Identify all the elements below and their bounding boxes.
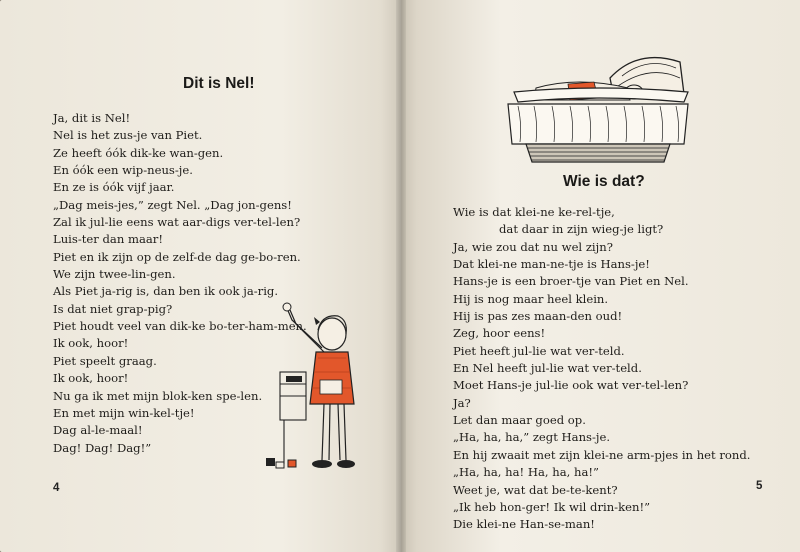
text-line: dat daar in zijn wieg-je ligt?	[499, 222, 664, 237]
text-line: „Dag meis-jes,” zegt Nel. „Dag jon-gens!	[53, 197, 292, 212]
left-page-title: Dit is Nel!	[183, 75, 255, 92]
text-line: Ik ook, hoor!	[53, 336, 129, 351]
text-line: Dag! Dag! Dag!”	[53, 440, 152, 455]
text-line: Die klei-ne Han-se-man!	[453, 517, 595, 532]
text-line: Ja, wie zou dat nu wel zijn?	[453, 239, 613, 254]
text-line: Let dan maar goed op.	[453, 413, 586, 428]
text-line: Zeg, hoor eens!	[453, 326, 546, 341]
text-line: Nu ga ik met mijn blok-ken spe-len.	[53, 388, 263, 403]
text-line: We zijn twee-lin-gen.	[53, 267, 176, 282]
book-spine	[396, 0, 406, 552]
text-line: Ja, dit is Nel!	[53, 111, 131, 125]
text-line: Hij is pas zes maan-den oud!	[453, 309, 623, 324]
right-page-number: 5	[756, 480, 763, 492]
text-line: Wie is dat klei-ne ke-rel-tje,	[453, 205, 615, 219]
text-line: Luis-ter dan maar!	[53, 232, 163, 247]
text-line: Piet houdt veel van dik-ke bo-ter-ham-men.	[53, 319, 307, 334]
text-line: Weet je, wat dat be-te-kent?	[453, 482, 618, 497]
text-line: Nel is het zus-je van Piet.	[53, 128, 203, 143]
text-line: Ja?	[453, 395, 471, 410]
text-line: En met mijn win-kel-tje!	[53, 405, 195, 420]
text-line: Ik ook, hoor!	[53, 371, 129, 386]
right-page-title: Wie is dat?	[563, 173, 645, 190]
text-line: „Ha, ha, ha! Ha, ha, ha!”	[453, 465, 599, 480]
text-line: En hij zwaait met zijn klei-ne arm-pjes in het rond.	[453, 447, 751, 462]
text-line: Ze heeft óók dik-ke wan-gen.	[53, 145, 224, 160]
text-line: „Ik heb hon-ger! Ik wil drin-ken!”	[453, 499, 651, 514]
text-line: Is dat niet grap-pig?	[53, 301, 173, 316]
text-line: En ze is óók vijf jaar.	[53, 180, 175, 195]
text-line: Piet en ik zijn op de zelf-de dag ge-bo-ren.	[53, 249, 301, 264]
text-line: Dag al-le-maal!	[53, 423, 143, 438]
text-line: En Nel heeft jul-lie wat ver-teld.	[453, 361, 642, 376]
crib-illustration	[498, 48, 692, 166]
text-line: „Ha, ha, ha,” zegt Hans-je.	[453, 430, 611, 445]
text-line: Dat klei-ne man-ne-tje is Hans-je!	[453, 257, 650, 272]
text-line: Hij is nog maar heel klein.	[453, 291, 609, 306]
text-line: En óók een wip-neus-je.	[53, 163, 193, 178]
text-line: Als Piet ja-rig is, dan ben ik ook ja-rig.	[53, 284, 279, 299]
left-page-number: 4	[53, 482, 60, 494]
text-line: Piet speelt graag.	[53, 353, 157, 368]
right-page	[401, 0, 800, 552]
right-page-text	[453, 204, 750, 534]
text-line: Piet heeft jul-lie wat ver-teld.	[453, 343, 625, 358]
text-line: Moet Hans-je jul-lie ook wat ver-tel-len?	[453, 378, 689, 393]
girl-illustration	[262, 300, 357, 478]
text-line: Hans-je is een broer-tje van Piet en Nel.	[453, 274, 689, 289]
text-line: Zal ik jul-lie eens wat aar-digs ver-tel-len?	[53, 215, 301, 230]
